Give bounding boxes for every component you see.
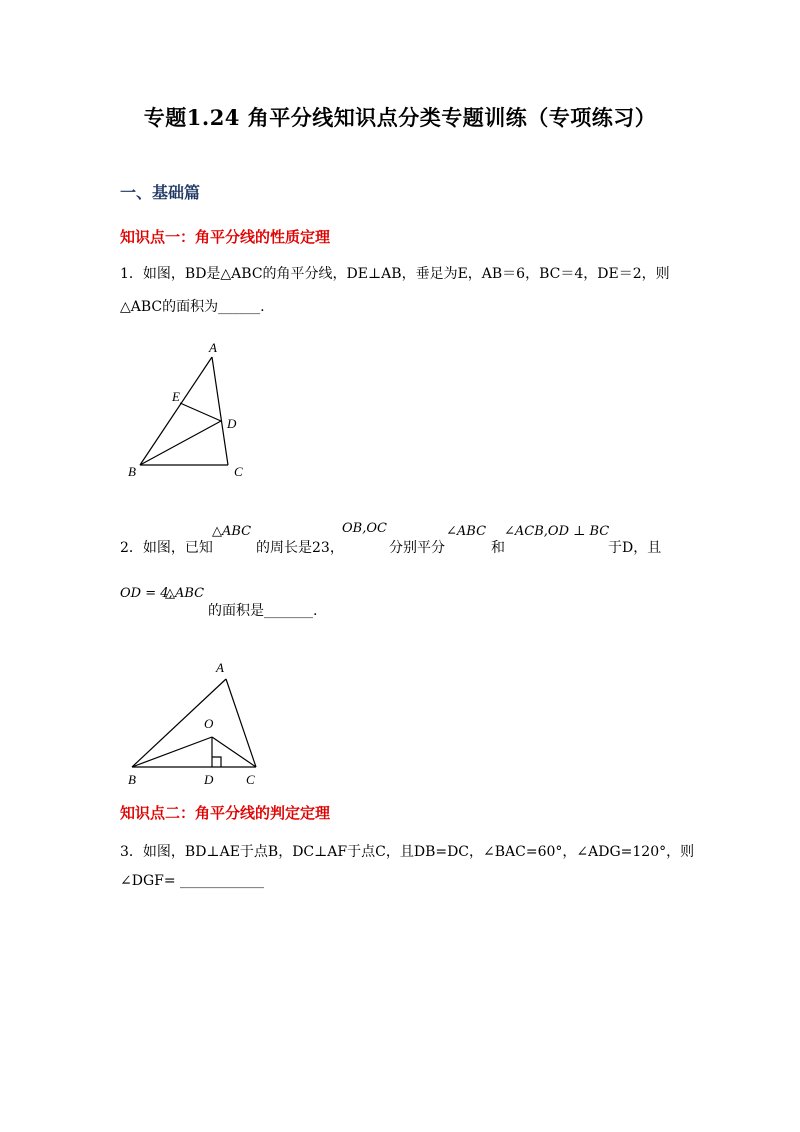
question-2-and: 和 xyxy=(491,540,505,556)
bisector-co xyxy=(212,737,256,767)
section-heading-basic: 一、基础篇 xyxy=(120,183,201,202)
question-2-od: OD = 4, xyxy=(120,586,173,601)
label-b: B xyxy=(128,772,136,787)
knowledge-point-1-heading: 知识点一：角平分线的性质定理 xyxy=(120,228,331,246)
knowledge-point-2-heading: 知识点二：角平分线的判定定理 xyxy=(120,804,331,822)
question-3-line-2: ∠DGF= ____________ xyxy=(120,873,265,889)
side-ac xyxy=(226,679,256,767)
right-angle-mark xyxy=(212,757,221,767)
question-2-triangle: △ABC xyxy=(212,524,252,539)
label-e: E xyxy=(172,389,180,404)
label-d: D xyxy=(227,416,237,431)
label-c: C xyxy=(234,464,243,479)
question-2-figure xyxy=(120,655,280,790)
question-2-foot: 于D，且 xyxy=(608,540,662,556)
label-c: C xyxy=(246,772,255,787)
bisector-bd xyxy=(140,421,221,465)
question-2-bisect: 分别平分 xyxy=(389,540,445,556)
question-2-angle-acb: ∠ACB,OD ⊥ BC xyxy=(504,524,610,539)
label-d: D xyxy=(204,772,214,787)
label-a: A xyxy=(209,340,217,355)
label-b: B xyxy=(128,464,136,479)
question-2-prefix: 2．如图，已知 xyxy=(120,540,213,556)
question-2-angle-abc: ∠ABC xyxy=(446,524,487,539)
question-2-triangle-2: △ABC xyxy=(165,586,205,601)
question-2-ob-oc: OB,OC xyxy=(342,521,387,536)
perpendicular-de xyxy=(180,403,221,421)
question-2-perimeter: 的周长是23， xyxy=(256,540,344,556)
question-1-figure xyxy=(120,335,260,485)
question-3-line-1: 3．如图，BD⊥AE于点B，DC⊥AF于点C，且DB=DC，∠BAC=60°，∠ADG=120°，则 xyxy=(120,844,695,860)
bisector-bo xyxy=(132,737,212,767)
question-1-line-2: △ABC的面积为______. xyxy=(120,299,265,315)
label-o: O xyxy=(204,716,214,731)
side-ac xyxy=(212,357,228,465)
label-a: A xyxy=(216,660,224,675)
page-title: 专题1.24 角平分线知识点分类专题训练（专项练习） xyxy=(143,105,657,130)
side-ab xyxy=(140,357,212,465)
question-2-area: 的面积是_______. xyxy=(208,603,318,619)
question-1-line-1: 1．如图，BD是△ABC的角平分线，DE⊥AB，垂足为E，AB＝6，BC＝4，DE＝2，则 xyxy=(120,266,670,282)
